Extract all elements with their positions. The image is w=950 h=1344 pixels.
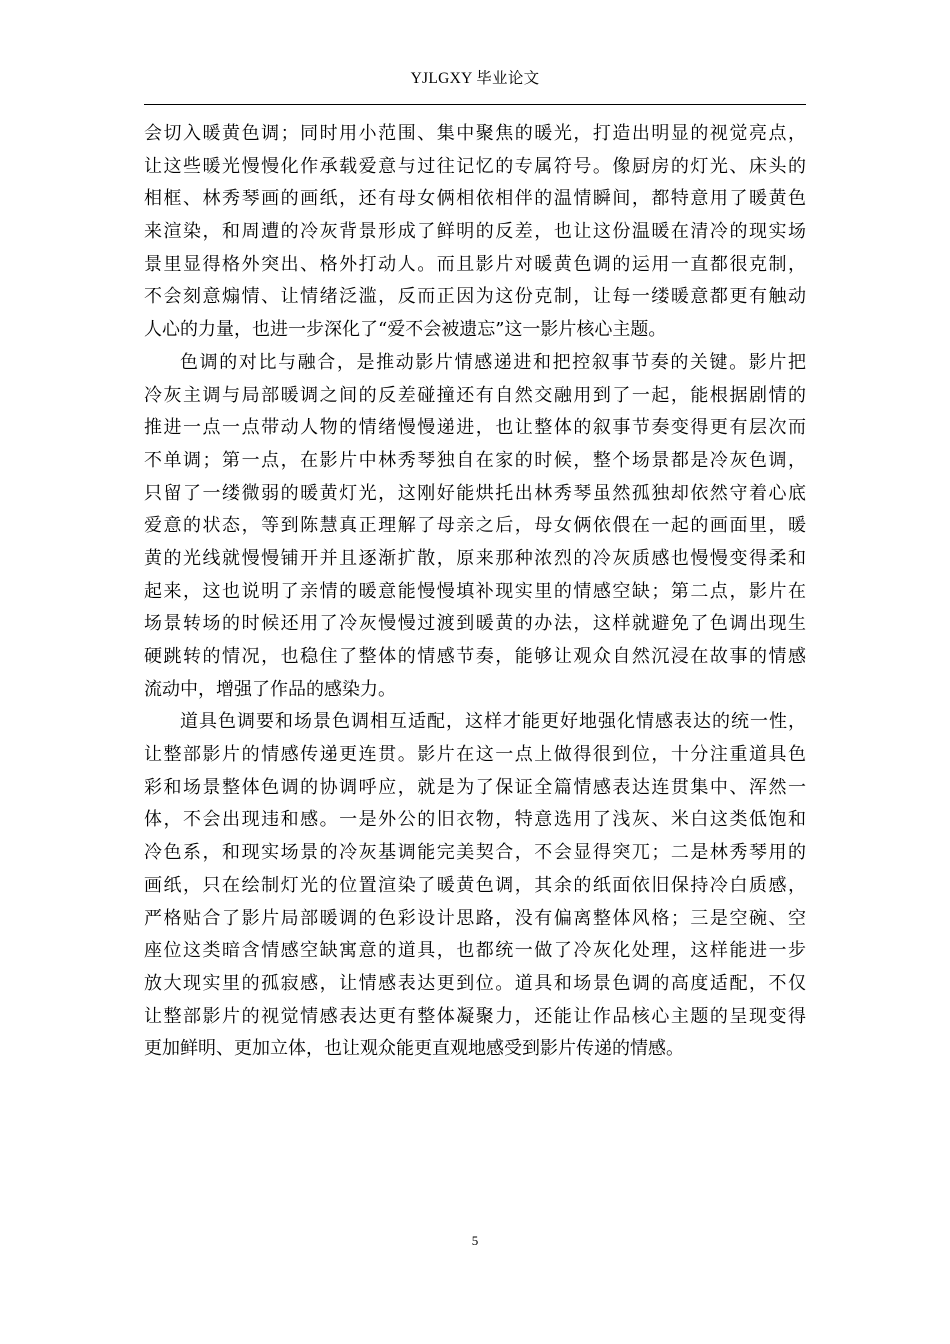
- text-line: 色调的对比与融合，是推动影片情感递进和把控叙事节奏的关键。影片把: [180, 351, 806, 373]
- text-line: 会切入暖黄色调；同时用小范围、集中聚焦的暖光，打造出明显的视觉亮点，: [144, 123, 806, 144]
- text-line: 放大现实里的孤寂感，让情感表达更到位。道具和场景色调的高度适配，不仅: [144, 972, 806, 994]
- text-line: 爱意的状态，等到陈慧真正理解了母亲之后，母女俩依偎在一起的画面里，暖: [144, 515, 806, 537]
- body-text: [144, 118, 806, 1066]
- text-line: 更加鲜明、更加立体，也让观众能更直观地感受到影片传递的情感。: [144, 1038, 684, 1060]
- text-line: 让这些暖光慢慢化作承载爱意与过往记忆的专属符号。像厨房的灯光、床头的: [144, 155, 806, 177]
- text-line: 不会刻意煽情、让情绪泛滥，反而正因为这份克制，让每一缕暖意都更有触动: [144, 286, 806, 308]
- text-line: 让整部影片的情感传递更连贯。影片在这一点上做得很到位，十分注重道具色: [144, 744, 806, 766]
- page-header: YJLGXY 毕业论文: [410, 70, 540, 87]
- text-line: 冷灰主调与局部暖调之间的反差碰撞还有自然交融用到了一起，能根据剧情的: [144, 384, 806, 406]
- paragraph-2: [144, 347, 806, 707]
- text-line: 体，不会出现违和感。一是外公的旧衣物，特意选用了浅灰、米白这类低饱和: [144, 809, 806, 831]
- text-line: 推进一点一点带动人物的情绪慢慢递进，也让整体的叙事节奏变得更有层次而: [144, 417, 806, 439]
- text-line: 场景转场的时候还用了冷灰慢慢过渡到暖黄的办法，这样就避免了色调出现生: [144, 613, 806, 635]
- text-line: 只留了一缕微弱的暖黄灯光，这刚好能烘托出林秀琴虽然孤独却依然守着心底: [144, 482, 806, 504]
- text-line: 画纸，只在绘制灯光的位置渲染了暖黄色调，其余的纸面依旧保持冷白质感，: [144, 874, 806, 896]
- text-line: 严格贴合了影片局部暖调的色彩设计思路，没有偏离整体风格；三是空碗、空: [144, 907, 806, 929]
- text-line: 座位这类暗含情感空缺寓意的道具，也都统一做了冷灰化处理，这样能进一步: [144, 940, 806, 962]
- text-line: 景里显得格外突出、格外打动人。而且影片对暖黄色调的运用一直都很克制，: [144, 253, 806, 275]
- text-line: 硬跳转的情况，也稳住了整体的情感节奏，能够让观众自然沉浸在故事的情感: [144, 646, 806, 667]
- text-line: 起来，这也说明了亲情的暖意能慢慢填补现实里的情感空缺；第二点，影片在: [144, 580, 806, 602]
- text-line: 不单调；第一点，在影片中林秀琴独自在家的时候，整个场景都是冷灰色调，: [144, 449, 806, 471]
- text-line: 流动中，增强了作品的感染力。: [144, 678, 396, 700]
- text-line: 彩和场景整体色调的协调呼应，就是为了保证全篇情感表达连贯集中、浑然一: [144, 776, 806, 798]
- text-line: 冷色系，和现实场景的冷灰基调能完美契合，不会显得突兀；二是林秀琴用的: [144, 842, 806, 864]
- paragraph-1: [144, 118, 806, 347]
- text-line: 相框、林秀琴画的画纸，还有母女俩相依相伴的温情瞬间，都特意用了暖黄色: [144, 188, 806, 210]
- text-line: 黄的光线就慢慢铺开并且逐渐扩散，原来那种浓烈的冷灰质感也慢慢变得柔和: [144, 547, 806, 569]
- text-line: 人心的力量，也进一步深化了“爱不会被遗忘”这一影片核心主题。: [144, 319, 667, 341]
- text-line: 道具色调要和场景色调相互适配，这样才能更好地强化情感表达的统一性，: [180, 711, 806, 733]
- paragraph-3: [144, 706, 806, 1066]
- text-line: 来渲染，和周遭的冷灰背景形成了鲜明的反差，也让这份温暖在清冷的现实场: [144, 221, 806, 243]
- text-line: 让整部影片的视觉情感表达更有整体凝聚力，还能让作品核心主题的呈现变得: [144, 1005, 806, 1027]
- page-number: 5: [471, 1233, 479, 1248]
- header-rule: [144, 104, 806, 105]
